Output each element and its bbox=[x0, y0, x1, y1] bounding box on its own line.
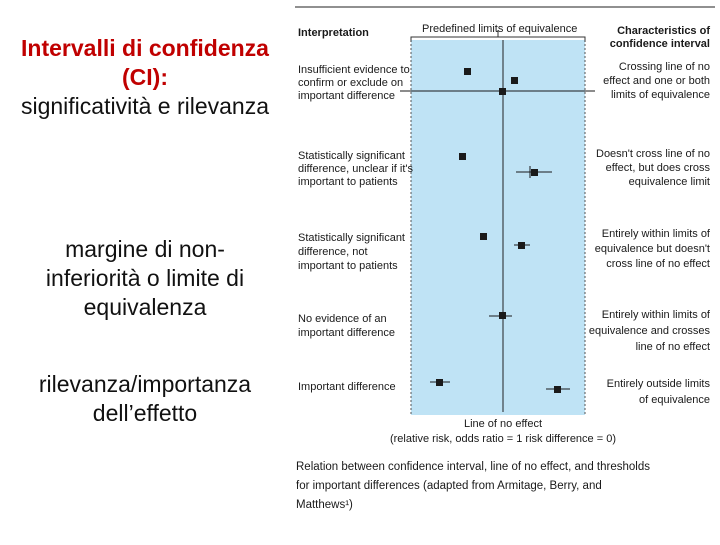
header-characteristics-1: Characteristics of bbox=[617, 25, 710, 37]
row4-characteristics-2: equivalence and crosses bbox=[588, 325, 710, 337]
caption-line-2: for important differences (adapted from Armitage, Berry, and bbox=[296, 480, 602, 492]
header-interpretation: Interpretation bbox=[298, 27, 369, 39]
ci-diagram bbox=[290, 0, 720, 540]
equivalence-band bbox=[411, 40, 585, 415]
row1-interpretation-1: Insufficient evidence to bbox=[298, 64, 410, 76]
row5-characteristics-1: Entirely outside limits bbox=[606, 378, 710, 390]
row1-characteristics-2: effect and one or both bbox=[603, 75, 710, 87]
row3-characteristics-2: equivalence but doesn't bbox=[594, 243, 710, 255]
ci-heading bbox=[20, 34, 270, 121]
line-of-no-effect-label: Line of no effect bbox=[463, 418, 543, 430]
header-characteristics-2: confidence interval bbox=[609, 38, 710, 50]
row2-point-b bbox=[531, 169, 538, 176]
row2-characteristics-3: equivalence limit bbox=[628, 176, 710, 188]
row4-characteristics-3: line of no effect bbox=[635, 341, 710, 353]
row2-characteristics-2: effect, but does cross bbox=[605, 162, 710, 174]
row1-characteristics-1: Crossing line of no bbox=[618, 61, 710, 73]
row2-interpretation-1: Statistically significant bbox=[298, 150, 405, 162]
row4-characteristics-1: Entirely within limits of bbox=[601, 309, 710, 321]
row5-characteristics-2: of equivalence bbox=[639, 394, 710, 406]
row1-point-a bbox=[464, 68, 471, 75]
row4-interpretation-1: No evidence of an bbox=[298, 313, 387, 325]
ci-heading-rest: significatività e rilevanza bbox=[20, 93, 269, 119]
row1-point-b bbox=[511, 77, 518, 84]
caption-line-3: Matthews¹) bbox=[296, 499, 353, 511]
row4-point bbox=[499, 312, 506, 319]
row1-interpretation-2: confirm or exclude on bbox=[298, 77, 404, 89]
row4-interpretation-2: important difference bbox=[298, 327, 396, 339]
row5-point-b bbox=[554, 386, 561, 393]
row3-point-a bbox=[480, 233, 487, 240]
row2-point-a bbox=[459, 153, 466, 160]
row1-point-c bbox=[499, 88, 506, 95]
header-predefined-limits: Predefined limits of equivalence bbox=[422, 23, 578, 35]
equivalence-margin-text: margine di non-inferiorità o limite di equivalenza bbox=[45, 236, 245, 320]
row2-interpretation-2: difference, unclear if it's bbox=[298, 163, 414, 175]
row3-interpretation-2: difference, not bbox=[298, 246, 368, 258]
row3-characteristics-3: cross line of no effect bbox=[606, 258, 710, 270]
effect-relevance-text: rilevanza/importanza dell’effetto bbox=[38, 371, 252, 426]
row5-point-a bbox=[436, 379, 443, 386]
row1-characteristics-3: limits of equivalence bbox=[610, 89, 710, 101]
row1-interpretation-3: important difference bbox=[298, 90, 396, 102]
row2-characteristics-1: Doesn't cross line of no bbox=[596, 148, 710, 160]
ci-heading-red: Intervalli di confidenza (CI): bbox=[21, 35, 269, 90]
row5-interpretation-1: Important difference bbox=[298, 381, 396, 393]
line-of-no-effect-note: (relative risk, odds ratio = 1 risk difference = 0) bbox=[389, 433, 617, 445]
row3-interpretation-1: Statistically significant bbox=[298, 232, 405, 244]
caption-line-1: Relation between confidence interval, line of no effect, and thresholds bbox=[296, 461, 650, 473]
row2-interpretation-3: important to patients bbox=[298, 176, 398, 188]
ci-figure bbox=[290, 0, 720, 540]
row3-point-b bbox=[518, 242, 525, 249]
row3-characteristics-1: Entirely within limits of bbox=[601, 228, 710, 240]
row3-interpretation-3: important to patients bbox=[298, 260, 398, 272]
